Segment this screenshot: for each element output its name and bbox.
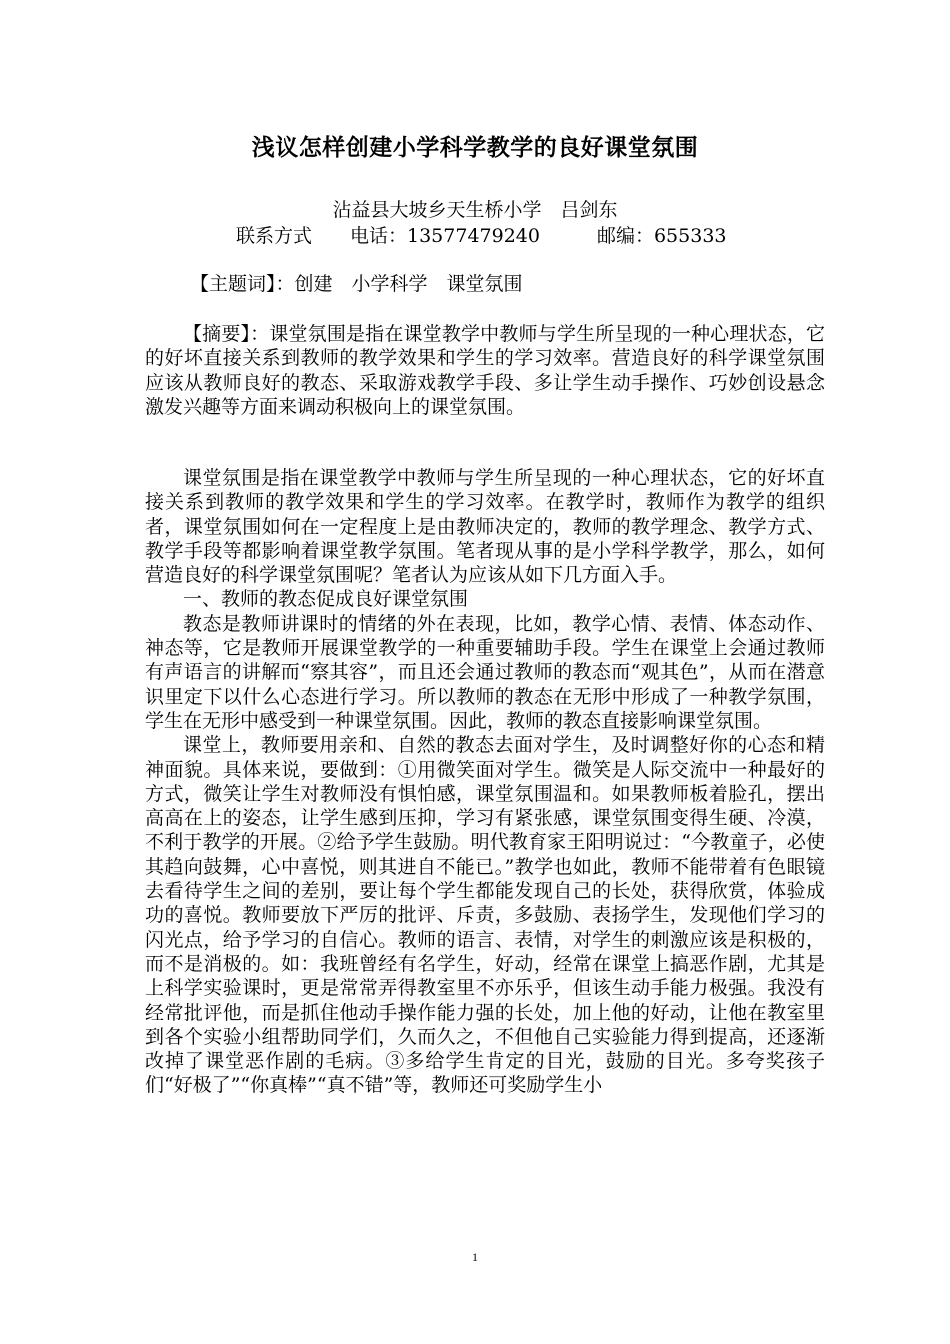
document-title: 浅议怎样创建小学科学教学的良好课堂氛围 [251, 134, 699, 161]
abstract-block [145, 322, 825, 419]
body-paragraph: 教态是教师讲课时的情绪的外在表现，比如，教学心情、表情、体态动作、神态等，它是教师开展课堂教学的一种重要辅助手段。学生在课堂上会通过教师有声语言的讲解而“察其容”，而且还会通过教师的教态而“观其色”，从而在潜意识里定下以什么心态进行学习。所以教师的教态在无形中形成了一种教学氛围，学生在无形中感受到一种课堂氛围。因此，教师的教态直接影响课堂氛围。 [145, 612, 825, 732]
author-line: 沾益县大坡乡天生桥小学 吕剑东 [332, 199, 618, 221]
body-paragraph: 课堂上，教师要用亲和、自然的教态去面对学生，及时调整好你的心态和精神面貌。具体来说，要做到：①用微笑面对学生。微笑是人际交流中一种最好的方式，微笑让学生对教师没有惧怕感，课堂氛围温和。如果教师板着脸孔，摆出高高在上的姿态，让学生感到压抑，学习有紧张感，课堂氛围变得生硬、冷漠，不利于教学的开展。②给予学生鼓励。明代教育家王阳明说过：“今教童子，必使其趋向鼓舞，心中喜悦，则其进自不能已。”教学也如此，教师不能带着有色眼镜去看待学生之间的差别，要让每个学生都能发现自己的长处，获得欣赏，体验成功的喜悦。教师要放下严厉的批评、斥责，多鼓励、表扬学生，发现他们学习的闪光点，给予学习的自信心。教师的语言、表情，对学生的刺激应该是积极的，而不是消极的。如：我班曾经有名学生，好动，经常在课堂上搞恶作剧，尤其是上科学实验课时，更是常常弄得教室里不亦乐乎，但该生动手能力极强。我没有经常批评他，而是抓住他动手操作能力强的长处，加上他的好动，让他在教室里到各个实验小组帮助同学们，久而久之，不但他自己实验能力得到提高，还逐渐改掉了课堂恶作剧的毛病。③多给学生肯定的目光，鼓励的目光。多夸奖孩子们“好极了”“你真棒”“真不错”等，教师还可奖励学生小 [145, 734, 825, 1097]
abstract-paragraph: 【摘要】：课堂氛围是指在课堂教学中教师与学生所呈现的一种心理状态，它的好坏直接关系到教师的教学效果和学生的学习效率。营造良好的科学课堂氛围应该从教师良好的教态、采取游戏教学手段、多让学生动手操作、巧妙创设悬念激发兴趣等方面来调动积极向上的课堂氛围。 [145, 323, 825, 418]
body-paragraph: 课堂氛围是指在课堂教学中教师与学生所呈现的一种心理状态，它的好坏直接关系到教师的教学效果和学生的学习效率。在教学时，教师作为教学的组织者，课堂氛围如何在一定程度上是由教师决定的，教师的教学理念、教学方式、教学手段等都影响着课堂教学氛围。笔者现从事的是小学科学教学，那么，如何营造良好的科学课堂氛围呢？笔者认为应该从如下几方面入手。 [145, 467, 825, 587]
contact-line: 联系方式 电话：13577479240 邮编：655333 [236, 225, 727, 247]
keywords-line: 【主题词】：创建 小学科学 课堂氛围 [190, 273, 523, 295]
page-number: 1 [472, 1250, 478, 1264]
body-section [145, 466, 825, 1098]
section-heading: 一、教师的教态促成良好课堂氛围 [183, 588, 469, 611]
